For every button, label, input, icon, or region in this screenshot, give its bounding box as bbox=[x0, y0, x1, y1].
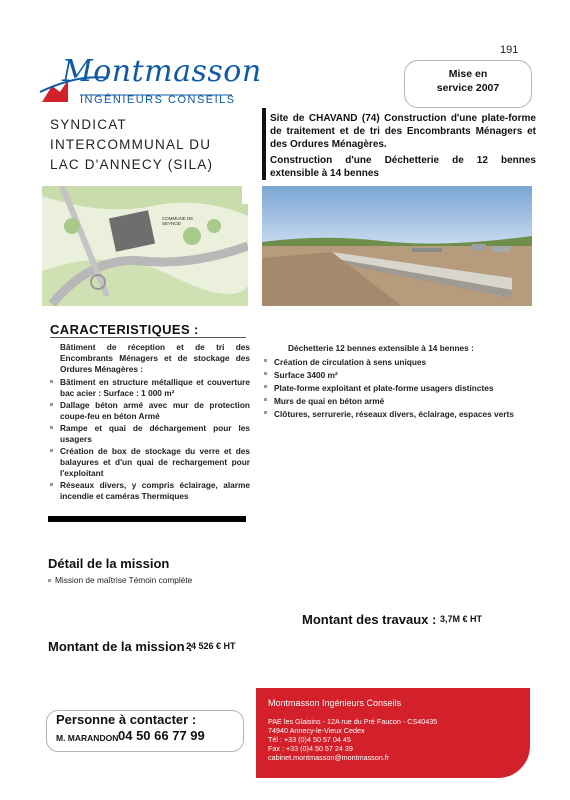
site-plan-image bbox=[42, 186, 248, 306]
client-line-1: SYNDICAT bbox=[50, 117, 127, 132]
client-line-3: LAC D'ANNECY (SILA) bbox=[50, 157, 214, 172]
service-line-1: Mise en bbox=[448, 68, 488, 80]
left-intro: Bâtiment de réception et de tri des Encombrants Ménagers et de stockage des Ordures Ménagères : bbox=[60, 342, 250, 374]
mission-amount-value: 24 526 € HT bbox=[186, 641, 236, 651]
project-title-2: Construction d'une Déchetterie de 12 bennes extensible à 14 bennes bbox=[270, 155, 536, 179]
list-item: Dallage béton armé avec mur de protection coupe-feu en béton Armé bbox=[50, 400, 250, 422]
list-item: Réseaux divers, y compris éclairage, alarme incendie et caméras Thermiques bbox=[50, 480, 250, 502]
company-tel: Tél : +33 (0)4 50 57 04 45 bbox=[268, 735, 351, 744]
company-address-2: 74940 Annecy-le-Vieux Cedex bbox=[268, 726, 365, 735]
bullet-icon bbox=[50, 483, 53, 486]
contact-title: Personne à contacter : bbox=[56, 712, 197, 727]
bullet-icon bbox=[50, 380, 53, 383]
mission-item: Mission de maîtrise Témoin complète bbox=[48, 575, 192, 585]
bullet-icon bbox=[50, 449, 53, 452]
list-item: Plate-forme exploitant et plate-forme usagers distinctes bbox=[264, 382, 534, 394]
characteristics-rule bbox=[50, 337, 246, 338]
company-email[interactable]: cabinet.montmasson@montmasson.fr bbox=[268, 753, 390, 762]
works-amount-label: Montant des travaux : bbox=[302, 612, 437, 627]
list-item: Création de circulation à sens uniques bbox=[264, 356, 534, 368]
bullet-icon bbox=[50, 403, 53, 406]
contact-name: M. MARANDON bbox=[56, 733, 119, 743]
site-photo bbox=[262, 186, 532, 306]
section-divider bbox=[48, 516, 246, 522]
characteristics-title: CARACTERISTIQUES : bbox=[50, 322, 199, 337]
mission-amount-label: Montant de la mission : bbox=[48, 639, 193, 654]
bullet-icon bbox=[48, 579, 51, 582]
contact-phone: 04 50 66 77 99 bbox=[118, 728, 205, 743]
bullet-icon bbox=[264, 385, 267, 388]
characteristics-left bbox=[50, 342, 250, 503]
mission-title: Détail de la mission bbox=[48, 556, 170, 571]
bullet-icon bbox=[264, 359, 267, 362]
list-item: Murs de quai en béton armé bbox=[264, 395, 534, 407]
list-item: Rampe et quai de déchargement pour les usagers bbox=[50, 423, 250, 445]
list-item: Création de box de stockage du verre et des balayures et d'un quai de rechargement pour l'exploitant bbox=[50, 446, 250, 479]
client-name bbox=[50, 115, 250, 175]
right-intro: Déchetterie 12 bennes extensible à 14 bennes : bbox=[288, 343, 474, 353]
company-name: Montmasson Ingénieurs Conseils bbox=[268, 698, 402, 708]
characteristics-right bbox=[264, 342, 534, 421]
service-date-box bbox=[404, 60, 532, 108]
left-list bbox=[50, 377, 250, 502]
page-number: 191 bbox=[500, 44, 519, 56]
project-title-1: Site de CHAVAND (74) Construction d'une plate-forme de traitement et de tri des Encombrants Ménagers et des Ordures Ménagères. bbox=[270, 113, 536, 150]
company-info-block bbox=[256, 688, 530, 778]
list-item: Bâtiment en structure métallique et couverture bac acier : Surface : 1 000 m² bbox=[50, 377, 250, 399]
bullet-icon bbox=[264, 398, 267, 401]
company-address-1: PAE les Glaisins - 12A rue du Pré Faucon - CS40435 bbox=[268, 717, 438, 726]
logo-tagline: INGÉNIEURS CONSEILS bbox=[80, 94, 236, 106]
company-fax: Fax : +33 (0)4 50 57 24 39 bbox=[268, 744, 353, 753]
list-item: Clôtures, serrurerie, réseaux divers, éclairage, espaces verts bbox=[264, 408, 534, 420]
logo-wordmark: Montmasson bbox=[62, 54, 262, 89]
right-list bbox=[264, 356, 534, 420]
works-amount-value: 3,7M € HT bbox=[440, 614, 483, 624]
bullet-icon bbox=[264, 411, 267, 414]
bullet-icon bbox=[264, 372, 267, 375]
list-item: Surface 3400 m² bbox=[264, 369, 534, 381]
plan-label-commune: COMMUNE DE SEYNOD bbox=[162, 216, 194, 226]
bullet-icon bbox=[50, 426, 53, 429]
service-line-2: service 2007 bbox=[436, 82, 500, 94]
project-title-bar bbox=[262, 108, 266, 180]
client-line-2: INTERCOMMUNAL DU bbox=[50, 137, 212, 152]
project-title bbox=[270, 112, 536, 183]
